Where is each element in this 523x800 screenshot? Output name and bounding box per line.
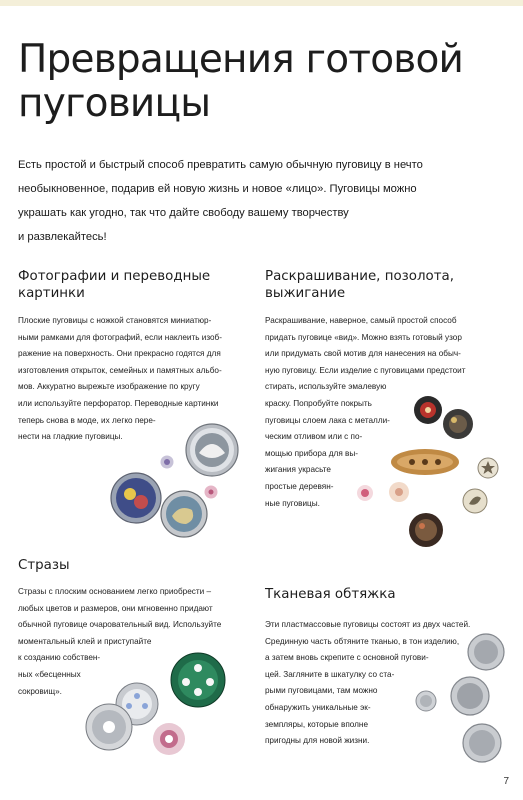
body-line: придать пуговице «вид». Можно взять готовый узор [265,332,462,342]
body-line: Эти пластмассовые пуговицы состоят из двух частей. [265,620,471,629]
body-line: или придумать свой мотив для нанесения на обыч- [265,349,461,359]
fabric-button-image [450,676,490,716]
title-line: пуговицы [18,81,211,126]
body-line: мов. Аккуратно вырежьте изображение по кругу [18,382,200,392]
section-heading-photos [18,268,258,302]
intro-line: украшать как угодно, так что дайте свободу вашему творчеству [18,207,349,219]
intro-paragraph [18,153,508,249]
page-title [18,38,508,126]
photo-button-image [185,423,239,477]
body-line: моментальный клей и приступайте [18,636,152,646]
body-line: Срединную часть обтяните тканью, в тон изделию, [265,636,460,646]
pink-rhinestone-button-image [152,722,186,756]
heading-line: картинки [18,286,85,301]
section-heading-painting [265,268,510,302]
body-line: к созданию собствен- [18,653,101,663]
body-line: Раскрашивание, наверное, самый простой способ [265,316,457,325]
body-line: Плоские пуговицы с ножкой становятся миниатюр- [18,316,212,325]
tiny-pink-button-image [204,485,218,499]
heading-line: Раскрашивание, позолота, [265,269,454,284]
body-line: краску. Попробуйте покрыть [265,398,372,408]
page-number: 7 [503,776,509,787]
painted-dark-button-image [442,408,474,440]
heading-line: Фотографии и переводные [18,269,211,284]
body-line: цей. Загляните в шкатулку со ста- [265,669,395,679]
white-rhinestone-button-image [85,703,133,751]
body-line: обычной пуговице очаровательный вид. Используйте [18,620,222,630]
leaf-engraved-button-image [462,488,488,514]
fabric-button-image [462,723,502,763]
pink-flower-button-image [356,484,374,502]
body-line: Стразы с плоским основанием легко приобрести – [18,587,212,596]
blue-photo-button-image [110,472,162,524]
intro-line: необыкновенное, подарив ей новую жизнь и новое «лицо». Пуговицы можно [18,183,417,195]
green-rhinestone-button-image [170,652,226,708]
body-line: или используйте перфоратор. Переводные картинки [18,398,219,408]
body-line: рыми пуговицами, там можно [265,686,378,696]
map-photo-button-image [160,490,208,538]
small-fabric-button-image [415,690,437,712]
section-heading-fabric [265,586,510,603]
heading-line: выжигание [265,286,346,301]
star-engraved-button-image [477,457,499,479]
fabric-button-image [467,633,505,671]
body-line: ную пуговицу. Если изделие с пуговицами предстоит [265,365,466,375]
body-line: пуговицы слоем лака с металли- [265,415,390,425]
body-line: ных «бесценных [18,669,81,679]
heading-line: Тканевая обтяжка [265,587,396,602]
painted-red-button-image [413,395,443,425]
body-line: а затем вновь скрепите с основной пугови- [265,653,429,663]
body-line: жигания украсьте [265,465,331,475]
body-line: мощью прибора для вы- [265,448,359,458]
title-line: Превращения готовой [18,37,464,82]
body-line: ражение на поверхность. Они прекрасно годятся для [18,349,221,359]
peach-button-image [388,481,410,503]
small-flower-button-image [160,455,174,469]
body-line: обнаружить уникальные эк- [265,702,371,712]
body-line: изготовления открыток, семейных и памятных альбо- [18,365,222,375]
body-line: стирать, используйте эмалевую [265,382,387,392]
body-line: простые деревян- [265,481,334,491]
heading-line: Стразы [18,558,70,573]
intro-line: Есть простой и быстрый способ превратить самую обычную пуговицу в нечто [18,159,423,171]
body-line: ные пуговицы. [265,498,320,508]
wooden-toggle-button-image [390,447,460,477]
body-line: нести на гладкие пуговицы. [18,432,123,442]
burned-wooden-button-image [408,512,444,548]
section-heading-rhinestones [18,557,258,574]
body-line: пригодны для новой жизни. [265,736,370,746]
body-line: земпляры, которые вполне [265,719,369,729]
top-color-band [0,0,523,6]
body-line: любых цветов и размеров, они мгновенно придают [18,603,213,613]
body-line: ческим отливом или с по- [265,432,363,442]
body-line: теперь снова в моде, их легко пере- [18,415,156,425]
intro-line: и развлекайтесь! [18,231,107,243]
body-line: ными рамками для фотографий, если наклеить изоб- [18,332,222,342]
body-line: сокровищ». [18,686,62,696]
